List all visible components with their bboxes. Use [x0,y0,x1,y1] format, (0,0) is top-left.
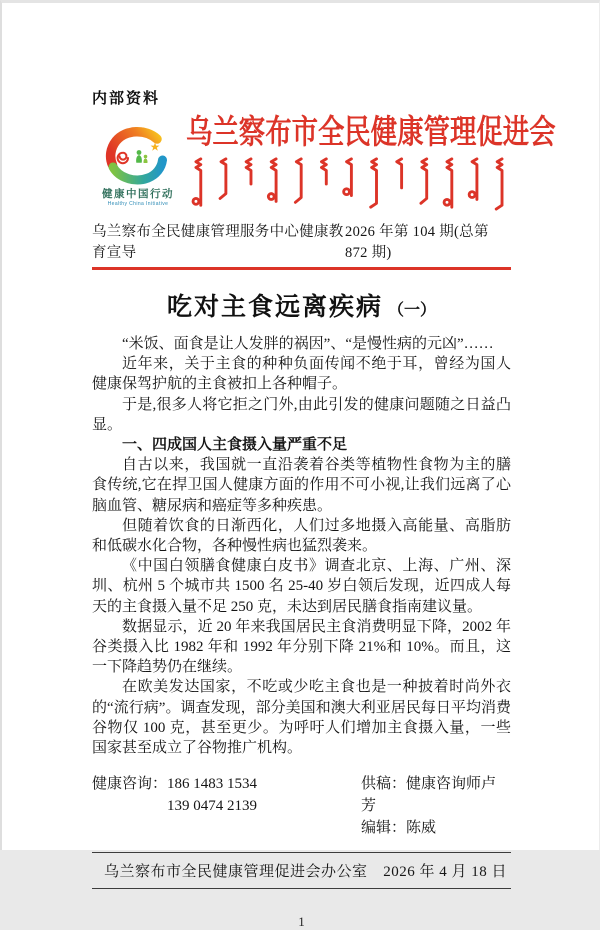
editor-label: 编辑： [361,820,407,837]
article-paragraph: 数据显示，近 20 年来我国居民主食消费明显下降，2002 年谷类摄入比 1982 年和 1992 年分别下降 21%和 10%。而且，这一下降趋势仍在继续。 [92,618,511,676]
article-paragraph: 自古以来，我国就一直沿袭着谷类等植物性食物为主的膳食传统,它在捍卫国人健康方面的作用不可小视,让我们远离了心脑血管、糖尿病和癌症等多种疾患。 [92,457,511,514]
healthy-china-logo-icon [98,127,178,185]
consult-label: 健康咨询： [92,776,168,793]
page-number: 1 [298,914,305,930]
article-paragraph: “米饭、面食是让人发胖的祸因”、“是慢性病的元凶”…… [122,336,494,352]
contact-block [92,773,511,839]
consult-phones [167,773,257,839]
issue-line-right: 2026 年第 104 期(总第 872 期) [345,224,489,261]
contributor-name: 健康咨询师卢芳 [361,776,497,815]
masthead-right [184,113,556,211]
issue-line-left: 乌兰察布全民健康管理服务中心健康教育宣导 [92,224,344,261]
article-title-part-number: （一） [388,302,437,319]
article-paragraph: 于是,很多人将它拒之门外,由此引发的健康问题随之日益凸显。 [92,396,511,433]
editor-row [361,817,511,839]
issuing-office-row [92,852,511,889]
article-paragraph: 《中国白领膳食健康白皮书》调查北京、上海、广州、深圳、杭州 5 个城市共 1500 名 25-40 岁白领后发现，近四成人每天的主食摄入量不足 250 克，未达到居民膳食指南建议量。 [92,558,511,615]
editor-name: 陈威 [406,820,437,837]
logo-cn-text: 健康中国行动 [102,188,174,200]
healthy-china-logo [92,113,184,211]
contributor-label: 供稿： [361,776,407,793]
consult-phone-1: 186 1483 1534 [167,776,258,793]
consult-phone-2: 139 0474 2139 [167,798,258,815]
contributor-row [361,773,511,817]
issue-line [92,220,511,270]
classification-label: 内部资料 [92,90,161,107]
section-heading: 一、四成国人主食摄入量严重不足 [122,437,348,454]
health-consult-contact [92,773,361,839]
org-title: 乌兰察布市全民健康管理促进会 [186,115,556,151]
masthead [92,113,556,211]
issue-date: 2026 年 4 月 18 日 [383,864,507,881]
credits-block [361,773,511,839]
article-paragraph: 近年来，关于主食的种种负面传闻不绝于耳，曾经为国人健康保驾护航的主食被扣上各种帽子。 [92,356,511,393]
article-paragraph: 但随着饮食的日渐西化，人们过多地摄入高能量、高脂肪和低碳水化合物，各种慢性病也猛烈袭来。 [92,517,511,555]
article-paragraph: 在欧美发达国家，不吃或少吃主食也是一种披着时尚外衣的“流行病”。调查发现，部分美国和澳大利亚居民每日平均消费谷物仅 100 克，甚至更少。为呼吁人们增加主食摄入量，一些国家甚至成立了谷物推广机构。 [92,679,511,757]
mongolian-script-banner-icon [186,155,511,211]
logo-en-text: Healthy China Initiative [107,201,169,207]
article-body [92,334,511,758]
article-title [92,287,511,323]
article-title-text: 吃对主食远离疾病 [166,294,383,321]
issuing-office: 乌兰察布市全民健康管理促进会办公室 [104,864,368,881]
